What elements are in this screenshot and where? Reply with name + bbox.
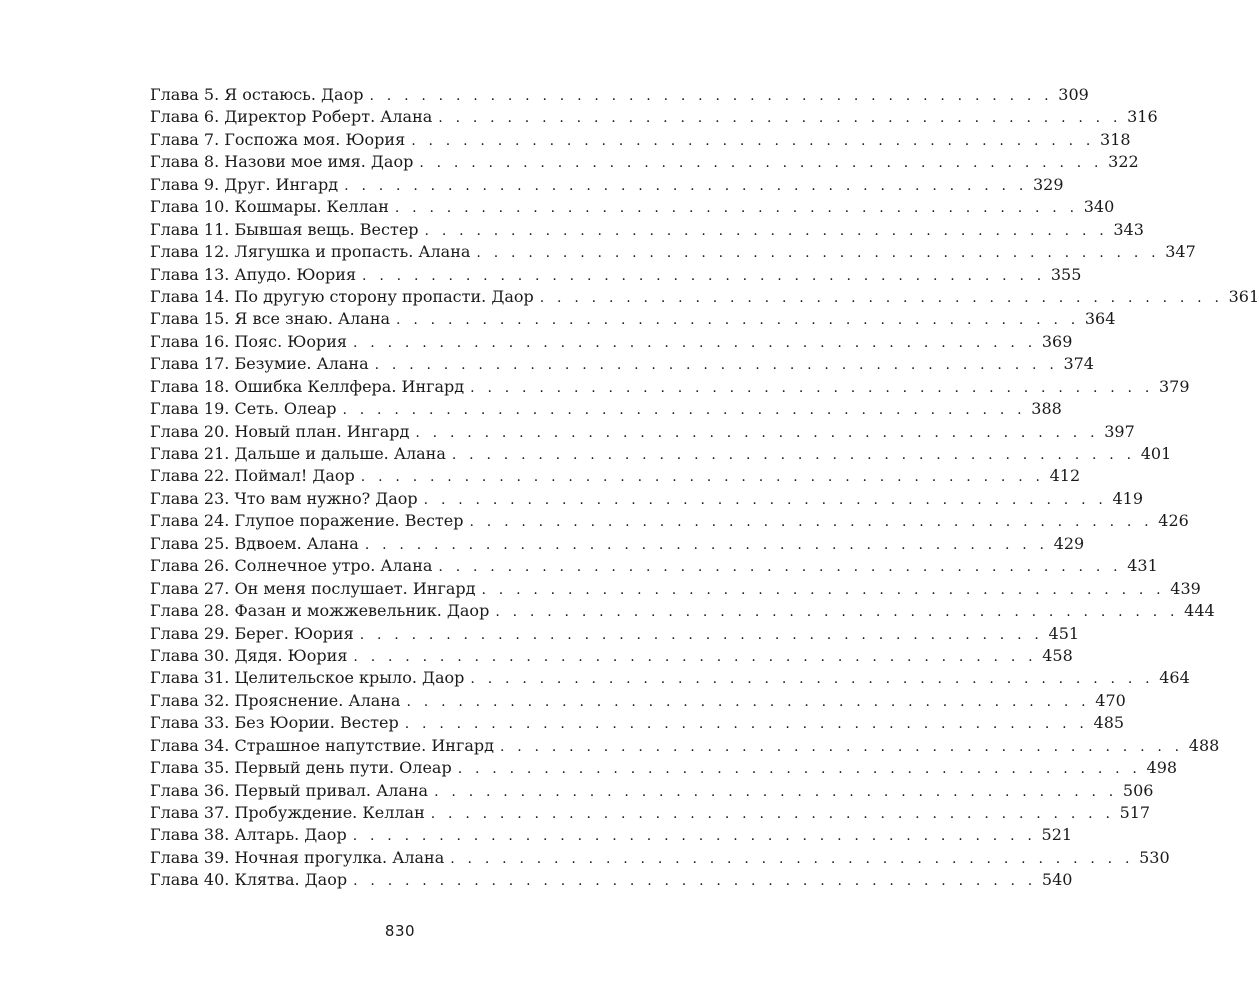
toc-entry-page: 397	[1104, 421, 1135, 441]
toc-entry	[150, 600, 1215, 622]
toc-entry-page: 361	[1228, 286, 1259, 306]
toc-entry-page: 379	[1158, 376, 1190, 396]
toc-entry-title: Глава 32. Прояснение. Алана	[150, 690, 401, 710]
toc-entry-page: 369	[1041, 331, 1073, 351]
toc-entry-page: 530	[1139, 847, 1170, 867]
dot-leader: . . . . . . . . . . . . . . . . . . . . . . . . . . . . . . . . . . . . . . . .	[470, 379, 1154, 396]
toc-entry	[150, 241, 1196, 263]
dot-leader: . . . . . . . . . . . . . . . . . . . . . . . . . . . . . . . . . . . . . . . .	[342, 402, 1026, 419]
table-of-contents	[150, 84, 1259, 892]
dot-leader: . . . . . . . . . . . . . . . . . . . . . . . . . . . . . . . . . . . . . . . .	[396, 312, 1080, 329]
toc-entry-title: Глава 20. Новый план. Ингард	[150, 421, 410, 441]
dot-leader: . . . . . . . . . . . . . . . . . . . . . . . . . . . . . . . . . . . . . . . .	[411, 132, 1095, 149]
toc-entry-page: 412	[1049, 466, 1081, 486]
toc-entry	[150, 510, 1189, 532]
toc-entry-page: 316	[1127, 107, 1158, 127]
toc-entry-page: 340	[1083, 197, 1115, 217]
toc-entry-title: Глава 13. Апудо. Юория	[150, 264, 357, 284]
toc-entry-page: 322	[1108, 152, 1139, 172]
toc-entry-page: 470	[1095, 690, 1126, 710]
dot-leader: . . . . . . . . . . . . . . . . . . . . . . . . . . . . . . . . . . . . . . . .	[353, 648, 1037, 665]
toc-entry	[150, 196, 1115, 218]
toc-entry-page: 506	[1122, 780, 1154, 800]
dot-leader: . . . . . . . . . . . . . . . . . . . . . . . . . . . . . . . . . . . . . . . .	[369, 88, 1053, 104]
toc-entry	[150, 443, 1172, 465]
toc-entry	[150, 690, 1126, 712]
toc-entry	[150, 174, 1064, 196]
toc-entry-page: 426	[1158, 511, 1189, 531]
toc-entry-title: Глава 26. Солнечное утро. Алана	[150, 556, 433, 576]
toc-entry-title: Глава 7. Госпожа моя. Юория	[150, 129, 406, 149]
toc-entry	[150, 712, 1125, 734]
toc-entry-title: Глава 18. Ошибка Келлфера. Ингард	[150, 376, 465, 396]
toc-entry-page: 374	[1063, 354, 1094, 374]
toc-entry-title: Глава 39. Ночная прогулка. Алана	[150, 847, 445, 867]
toc-entry	[150, 353, 1094, 375]
toc-entry	[150, 376, 1190, 398]
toc-entry-title: Глава 19. Сеть. Олеар	[150, 399, 337, 419]
dot-leader: . . . . . . . . . . . . . . . . . . . . . . . . . . . . . . . . . . . . . . . .	[495, 604, 1179, 621]
toc-entry-page: 364	[1084, 309, 1116, 329]
toc-entry-title: Глава 11. Бывшая вещь. Вестер	[150, 219, 419, 239]
dot-leader: . . . . . . . . . . . . . . . . . . . . . . . . . . . . . . . . . . . . . . . .	[406, 693, 1090, 710]
dot-leader: . . . . . . . . . . . . . . . . . . . . . . . . . . . . . . . . . . . . . . . .	[451, 447, 1136, 463]
dot-leader: . . . . . . . . . . . . . . . . . . . . . . . . . . . . . . . . . . . . . . . .	[423, 491, 1108, 508]
toc-entry-title: Глава 25. Вдвоем. Алана	[150, 533, 359, 553]
toc-entry-title: Глава 15. Я все знаю. Алана	[150, 309, 391, 329]
dot-leader: . . . . . . . . . . . . . . . . . . . . . . . . . . . . . . . . . . . . . . . .	[481, 581, 1165, 598]
toc-entry	[150, 735, 1220, 757]
dot-leader: . . . . . . . . . . . . . . . . . . . . . . . . . . . . . . . . . . . . . . . .	[424, 222, 1108, 239]
toc-entry	[150, 219, 1144, 241]
dot-leader: . . . . . . . . . . . . . . . . . . . . . . . . . . . . . . . . . . . . . . . .	[394, 200, 1079, 217]
toc-entry	[150, 869, 1073, 891]
toc-entry-title: Глава 27. Он меня послушает. Ингард	[150, 578, 476, 598]
toc-entry	[150, 645, 1073, 667]
toc-entry-page: 451	[1048, 623, 1080, 643]
toc-entry-title: Глава 5. Я остаюсь. Даор	[150, 85, 364, 104]
toc-entry-title: Глава 6. Директор Роберт. Алана	[150, 107, 433, 127]
dot-leader: . . . . . . . . . . . . . . . . . . . . . . . . . . . . . . . . . . . . . . . .	[470, 671, 1154, 688]
toc-entry-title: Глава 29. Берег. Юория	[150, 623, 354, 643]
toc-entry	[150, 286, 1259, 308]
toc-entry-page: 464	[1159, 668, 1190, 688]
toc-entry-title: Глава 40. Клятва. Даор	[150, 870, 348, 890]
toc-entry-title: Глава 34. Страшное напутствие. Ингард	[150, 735, 494, 755]
toc-entry-page: 347	[1165, 242, 1196, 262]
toc-entry	[150, 578, 1201, 600]
toc-entry-page: 540	[1041, 870, 1073, 890]
toc-entry-title: Глава 10. Кошмары. Келлан	[150, 197, 389, 217]
toc-entry	[150, 555, 1158, 577]
toc-entry	[150, 623, 1080, 645]
toc-entry	[150, 802, 1151, 824]
toc-entry-page: 429	[1053, 533, 1085, 553]
toc-entry	[150, 757, 1178, 779]
toc-entry	[150, 129, 1131, 151]
toc-entry	[150, 106, 1158, 128]
toc-entry-title: Глава 21. Дальше и дальше. Алана	[150, 444, 446, 463]
dot-leader: . . . . . . . . . . . . . . . . . . . . . . . . . . . . . . . . . . . . . . . .	[450, 850, 1134, 867]
dot-leader: . . . . . . . . . . . . . . . . . . . . . . . . . . . . . . . . . . . . . . . .	[360, 469, 1045, 486]
toc-entry-title: Глава 28. Фазан и можжевельник. Даор	[150, 601, 490, 621]
dot-leader: . . . . . . . . . . . . . . . . . . . . . . . . . . . . . . . . . . . . . . . .	[434, 783, 1118, 800]
toc-entry	[150, 331, 1073, 353]
toc-entry-page: 318	[1100, 129, 1131, 149]
toc-entry-title: Глава 22. Поймал! Даор	[150, 466, 355, 486]
dot-leader: . . . . . . . . . . . . . . . . . . . . . . . . . . . . . . . . . . . . . . . .	[359, 626, 1044, 643]
toc-entry-page: 431	[1127, 556, 1158, 576]
toc-entry	[150, 151, 1139, 173]
toc-entry	[150, 465, 1081, 487]
dot-leader: . . . . . . . . . . . . . . . . . . . . . . . . . . . . . . . . . . . . . . . .	[404, 716, 1089, 733]
toc-entry-title: Глава 30. Дядя. Юория	[150, 645, 348, 665]
dot-leader: . . . . . . . . . . . . . . . . . . . . . . . . . . . . . . . . . . . . . . . .	[374, 357, 1058, 374]
dot-leader: . . . . . . . . . . . . . . . . . . . . . . . . . . . . . . . . . . . . . . . .	[430, 806, 1115, 822]
toc-entry-title: Глава 8. Назови мое имя. Даор	[150, 152, 414, 172]
dot-leader: . . . . . . . . . . . . . . . . . . . . . . . . . . . . . . . . . . . . . . . .	[353, 334, 1037, 351]
toc-entry-page: 488	[1188, 735, 1220, 755]
toc-entry-page: 309	[1058, 85, 1089, 104]
toc-entry-page: 444	[1184, 601, 1215, 621]
toc-entry	[150, 398, 1062, 420]
toc-entry	[150, 264, 1082, 286]
dot-leader: . . . . . . . . . . . . . . . . . . . . . . . . . . . . . . . . . . . . . . . .	[415, 424, 1099, 441]
toc-entry	[150, 667, 1190, 689]
dot-leader: . . . . . . . . . . . . . . . . . . . . . . . . . . . . . . . . . . . . . . . .	[419, 155, 1103, 172]
toc-entry	[150, 84, 1089, 106]
dot-leader: . . . . . . . . . . . . . . . . . . . . . . . . . . . . . . . . . . . . . . . .	[469, 514, 1153, 531]
dot-leader: . . . . . . . . . . . . . . . . . . . . . . . . . . . . . . . . . . . . . . . .	[438, 110, 1122, 127]
toc-entry-page: 419	[1112, 488, 1144, 508]
dot-leader: . . . . . . . . . . . . . . . . . . . . . . . . . . . . . . . . . . . . . . . .	[362, 267, 1046, 284]
dot-leader: . . . . . . . . . . . . . . . . . . . . . . . . . . . . . . . . . . . . . . . .	[364, 536, 1049, 553]
toc-entry-page: 329	[1032, 174, 1064, 194]
toc-entry-page: 521	[1041, 825, 1073, 845]
toc-entry-title: Глава 37. Пробуждение. Келлан	[150, 803, 425, 822]
toc-entry-page: 485	[1093, 713, 1125, 733]
toc-entry-page: 388	[1031, 399, 1062, 419]
toc-entry-title: Глава 35. Первый день пути. Олеар	[150, 758, 452, 778]
toc-entry-page: 498	[1146, 758, 1178, 778]
toc-entry-page: 355	[1050, 264, 1082, 284]
dot-leader: . . . . . . . . . . . . . . . . . . . . . . . . . . . . . . . . . . . . . . . .	[499, 738, 1184, 755]
toc-entry-title: Глава 24. Глупое поражение. Вестер	[150, 511, 464, 531]
toc-entry	[150, 780, 1154, 802]
toc-entry-title: Глава 31. Целительское крыло. Даор	[150, 668, 465, 688]
toc-entry	[150, 308, 1116, 330]
toc-entry-page: 439	[1170, 578, 1201, 598]
dot-leader: . . . . . . . . . . . . . . . . . . . . . . . . . . . . . . . . . . . . . . . .	[539, 289, 1224, 306]
dot-leader: . . . . . . . . . . . . . . . . . . . . . . . . . . . . . . . . . . . . . . . .	[476, 245, 1160, 262]
toc-entry-title: Глава 17. Безумие. Алана	[150, 354, 369, 374]
dot-leader: . . . . . . . . . . . . . . . . . . . . . . . . . . . . . . . . . . . . . . . .	[353, 873, 1037, 890]
page-number: 830	[384, 922, 416, 940]
toc-entry	[150, 824, 1073, 846]
toc-entry-page: 401	[1140, 444, 1172, 463]
dot-leader: . . . . . . . . . . . . . . . . . . . . . . . . . . . . . . . . . . . . . . . .	[438, 559, 1122, 576]
toc-entry-title: Глава 14. По другую сторону пропасти. Даор	[150, 286, 534, 306]
toc-entry	[150, 847, 1170, 869]
toc-entry-page: 517	[1119, 803, 1151, 822]
dot-leader: . . . . . . . . . . . . . . . . . . . . . . . . . . . . . . . . . . . . . . . .	[344, 177, 1028, 194]
toc-entry-title: Глава 36. Первый привал. Алана	[150, 780, 429, 800]
toc-entry-title: Глава 12. Лягушка и пропасть. Алана	[150, 242, 471, 262]
toc-entry	[150, 421, 1135, 443]
dot-leader: . . . . . . . . . . . . . . . . . . . . . . . . . . . . . . . . . . . . . . . .	[457, 761, 1142, 778]
toc-entry-title: Глава 9. Друг. Ингард	[150, 174, 339, 194]
toc-entry-title: Глава 16. Пояс. Юория	[150, 331, 347, 351]
toc-entry-title: Глава 38. Алтарь. Даор	[150, 825, 347, 845]
toc-entry-title: Глава 23. Что вам нужно? Даор	[150, 488, 418, 508]
dot-leader: . . . . . . . . . . . . . . . . . . . . . . . . . . . . . . . . . . . . . . . .	[352, 828, 1037, 845]
toc-entry	[150, 533, 1085, 555]
toc-entry-page: 458	[1042, 645, 1073, 665]
toc-entry-page: 343	[1113, 219, 1144, 239]
toc-entry-title: Глава 33. Без Юории. Вестер	[150, 713, 399, 733]
toc-entry	[150, 488, 1144, 510]
